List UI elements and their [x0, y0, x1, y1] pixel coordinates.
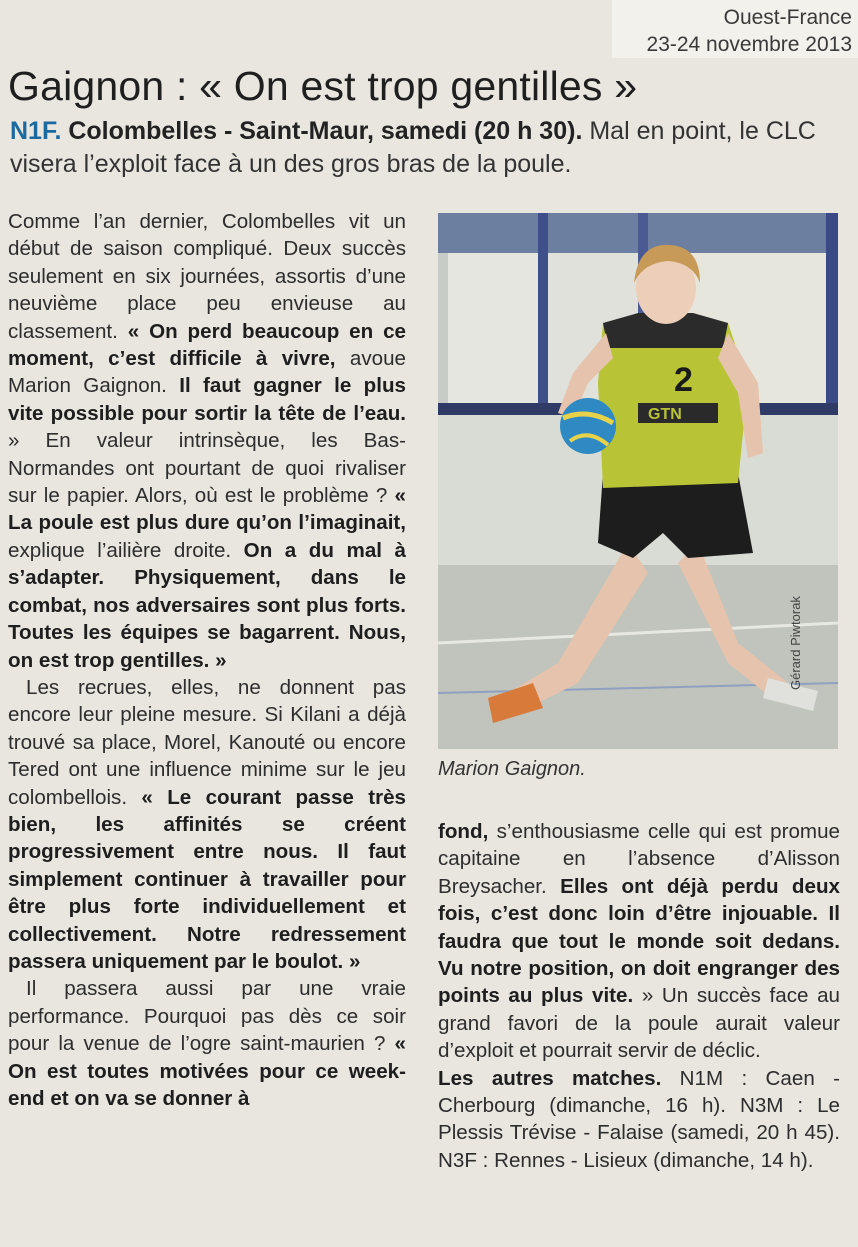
text-run: Comme l’an dernier, Colombelles vit un début de saison compliqué. Deux succès seulement en six journées, assortis d’une neuvième place peu envieuse au classement.	[8, 210, 406, 343]
photo-caption: Marion Gaignon.	[438, 758, 586, 780]
text-run: » En valeur intrinsèque, les Bas-Normandes ont pourtant de quoi rivaliser sur le papier. Alors, où est le problème ?	[8, 429, 406, 508]
quote-run: « On est toutes motivées pour ce week-end et on va se donner à	[8, 1032, 406, 1110]
text-run: Les recrues, elles, ne donnent pas encore leur pleine mesure. Si Kilani a déjà trouvé sa place, Morel, Kanouté ou encore Tered ont une influence minime sur le jeu colombellois.	[8, 675, 406, 809]
jersey-number: 2	[674, 361, 693, 399]
paragraph-1	[8, 208, 406, 674]
body-column-right	[438, 818, 840, 1174]
deck	[10, 115, 850, 181]
quote-run: « On perd beaucoup en ce moment, c’est difficile à vivre,	[8, 319, 406, 371]
quote-run: Il faut gagner le plus vite possible pour sortir la tête de l’eau.	[8, 374, 406, 425]
publication-date: 23-24 novembre 2013	[646, 33, 852, 56]
quote-run: fond,	[438, 820, 489, 843]
deck-text: Mal en point, le CLC visera l’exploit face à un des gros bras de la poule.	[10, 117, 816, 178]
publication-name: Ouest-France	[723, 6, 852, 29]
paragraph-5	[438, 1065, 840, 1175]
quote-run: « Le courant passe très bien, les affinités se créent progressivement entre nous. Il faut simplement continuer à travailler pour être plus forte individuellement et collectivement. Notre redressement passera uniquement par le boulot. »	[8, 785, 407, 973]
text-run: Il passera aussi par une vraie performance. Pourquoi pas dès ce soir pour la venue de l’ogre saint-maurien ?	[8, 977, 406, 1056]
text-run: explique l’ailière droite.	[8, 538, 244, 562]
player-photo	[438, 213, 838, 749]
deck-lead: Colombelles - Saint-Maur, samedi (20 h 30).	[68, 117, 583, 145]
text-run: s’enthousiasme celle qui est promue capitaine en l’absence d’Alisson Breysacher.	[438, 820, 840, 898]
quote-run: Elles ont déjà perdu deux fois, c’est donc loin d’être injouable. Il faudra que tout le monde soit dedans. Vu notre position, on doit engranger des points au plus vite.	[438, 874, 840, 1008]
photo-credit: Gérard Piwtorak	[788, 596, 803, 690]
quote-run: « La poule est plus dure qu’on l’imaginait,	[8, 484, 406, 535]
jersey-text: GTN	[648, 406, 682, 423]
quote-run: On a du mal à s’adapter. Physiquement, dans le combat, nos adversaires sont plus forts. Toutes les équipes se bagarrent. Nous, on est trop gentilles. »	[8, 538, 406, 672]
other-matches-label: Les autres matches.	[438, 1066, 662, 1090]
paragraph-4	[438, 818, 840, 1065]
source-box	[612, 0, 858, 58]
text-run: avoue Marion Gaignon.	[8, 347, 406, 398]
text-run: » Un succès face au grand favori de la poule aurait valeur d’exploit et pourrait servir de déclic.	[438, 984, 840, 1063]
deck-tag: N1F.	[10, 117, 62, 145]
body-column-left	[8, 208, 406, 1112]
paragraph-3	[8, 975, 406, 1112]
headline: Gaignon : « On est trop gentilles »	[8, 63, 638, 109]
paragraph-2	[8, 674, 406, 975]
other-matches-text: N1M : Caen - Cherbourg (dimanche, 16 h). N3M : Le Plessis Trévise - Falaise (samedi, 20 h 45). N3F : Rennes - Lisieux (dimanche, 14 h).	[438, 1066, 840, 1172]
